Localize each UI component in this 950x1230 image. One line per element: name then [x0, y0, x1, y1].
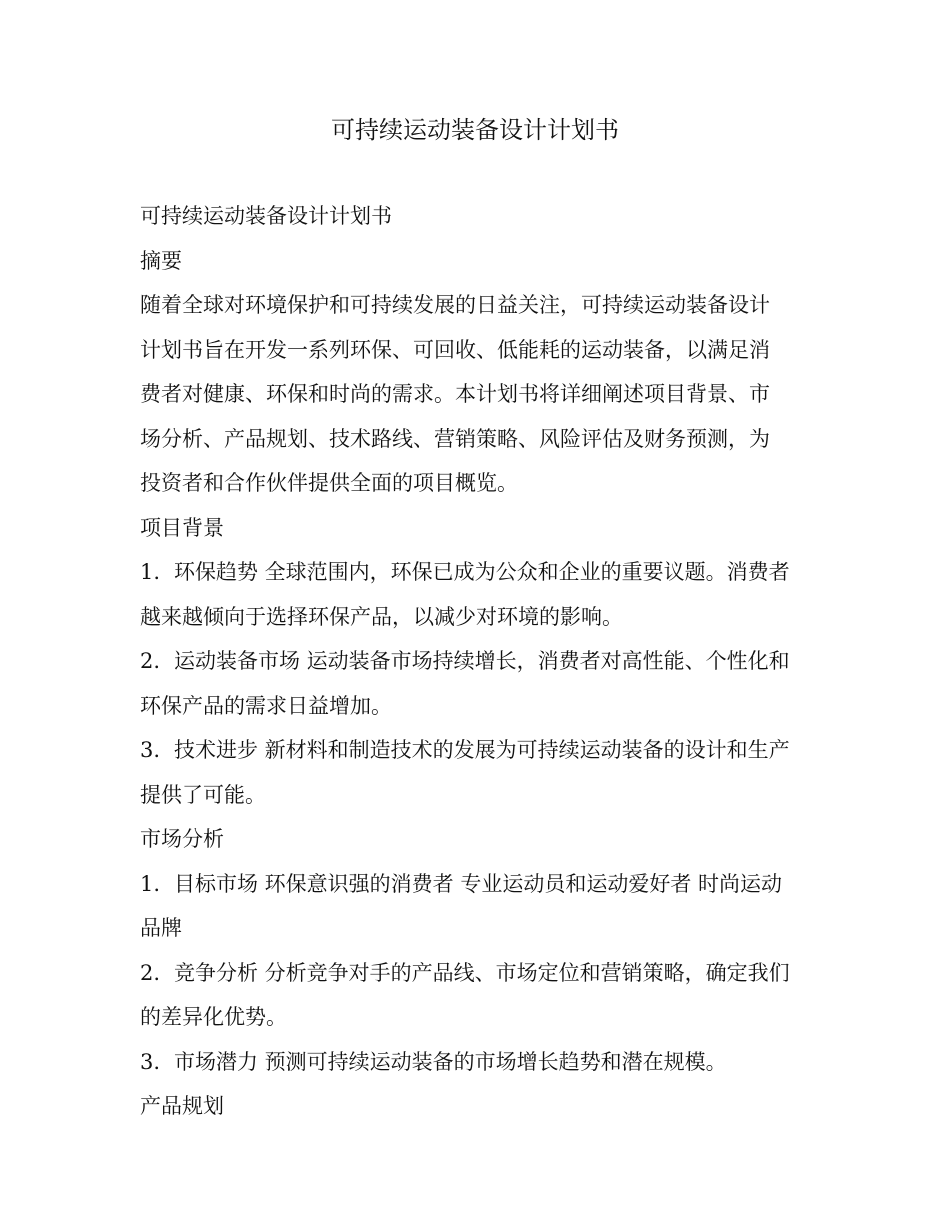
section-heading-title: 可持续运动装备设计计划书 [140, 204, 392, 228]
list-item-continuation: 越来越倾向于选择环保产品，以减少对环境的影响。 [140, 604, 623, 629]
list-item-text: 竞争分析 分析竞争对手的产品线、市场定位和营销策略，确定我们 [174, 960, 790, 985]
document-title: 可持续运动装备设计计划书 [331, 116, 619, 144]
list-item-text: 技术进步 新材料和制造技术的发展为可持续运动装备的设计和生产 [174, 738, 790, 762]
section-heading-market: 市场分析 [140, 827, 224, 851]
list-item-background-1 [140, 550, 812, 595]
abstract-line: 费者对健康、环保和时尚的需求。本计划书将详细阐述项目背景、市 [140, 382, 770, 406]
list-item-background-2 [140, 639, 812, 684]
section-heading-product: 产品规划 [140, 1094, 224, 1118]
list-item-market-2 [140, 951, 812, 996]
abstract-line: 投资者和合作伙伴提供全面的项目概览。 [140, 471, 518, 495]
section-heading-abstract: 摘要 [140, 248, 182, 273]
list-number: 1. [140, 871, 161, 896]
list-number: 3. [140, 1049, 161, 1074]
abstract-line: 计划书旨在开发一系列环保、可回收、低能耗的运动装备，以满足消 [140, 337, 770, 362]
list-number: 2. [140, 649, 161, 673]
document-body [140, 194, 812, 1129]
list-item-market-1 [140, 862, 812, 907]
list-item-continuation: 提供了可能。 [140, 782, 266, 807]
list-item-background-3 [140, 728, 812, 773]
list-item-market-3 [140, 1040, 812, 1085]
list-number: 2. [140, 960, 161, 985]
list-item-continuation: 环保产品的需求日益增加。 [140, 693, 392, 718]
abstract-line: 随着全球对环境保护和可持续发展的日益关注，可持续运动装备设计 [140, 293, 770, 317]
list-item-continuation: 的差异化优势。 [140, 1005, 287, 1029]
list-item-text: 市场潜力 预测可持续运动装备的市场增长趋势和潜在规模。 [174, 1049, 727, 1074]
list-number: 1. [140, 560, 161, 584]
section-heading-background: 项目背景 [140, 515, 224, 540]
list-item-text: 运动装备市场 运动装备市场持续增长，消费者对高性能、个性化和 [174, 649, 790, 673]
abstract-line: 场分析、产品规划、技术路线、营销策略、风险评估及财务预测，为 [140, 426, 770, 451]
list-item-text: 目标市场 环保意识强的消费者 专业运动员和运动爱好者 时尚运动 [174, 871, 783, 896]
list-item-continuation: 品牌 [140, 916, 182, 940]
list-number: 3. [140, 738, 161, 762]
list-item-text: 环保趋势 全球范围内，环保已成为公众和企业的重要议题。消费者 [174, 560, 790, 584]
